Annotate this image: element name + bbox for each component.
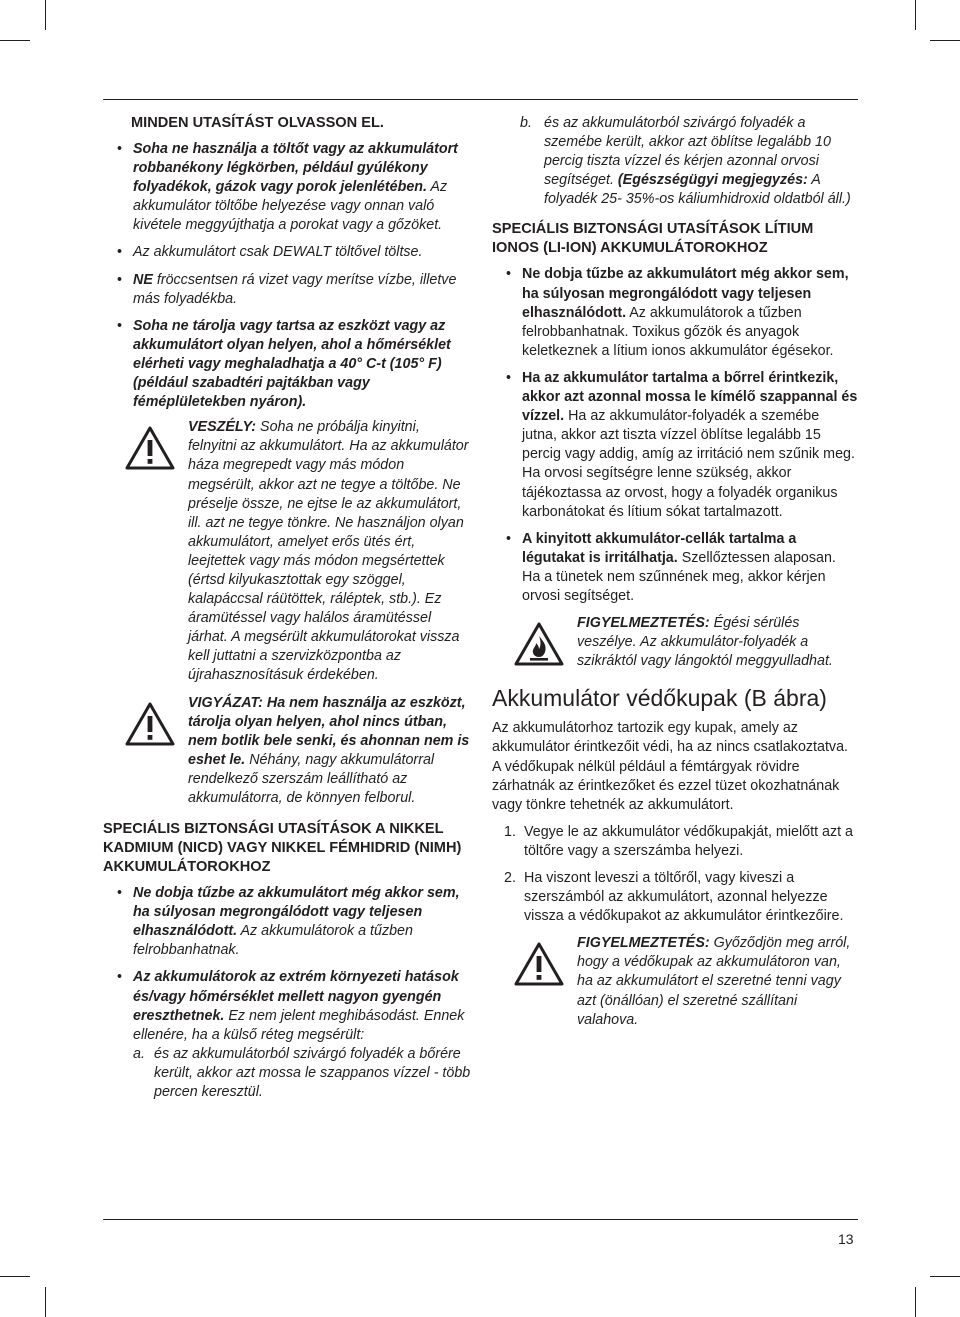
step-number: 2. xyxy=(504,870,516,886)
item-text: fröccsentsen rá vizet vagy merítse vízbe, illetve más folyadékba. xyxy=(133,271,457,307)
bold-text: Soha ne tárolja vagy tartsa az eszközt vagy az akkumulátort olyan helyen, ahol a hőmérséklet elérheti vagy meghaladhatja a 40° C-t (105° F) (például szabadtéri pajtákban vagy féméplületekben nyáron). xyxy=(133,317,451,411)
item-text: Az akkumulátort csak DEWALT töltővel töltse. xyxy=(133,244,423,261)
warning-label: FIGYELMEZTETÉS: xyxy=(577,935,710,952)
step-text: Ha viszont leveszi a töltőről, vagy kiveszi a szerszámból az akkumulátort, azonnal helyezze vissza a védőkupakot az akkumulátor érintkezőire. xyxy=(524,870,844,925)
caution-text: Néhány, nagy akkumulátorral rendelkező szerszám leállítható az akkumulátorra, de könnyen felborul. xyxy=(188,751,435,806)
sub-letter: a. xyxy=(133,1045,145,1062)
danger-notice xyxy=(103,418,471,685)
bold-text: Soha ne használja a töltőt vagy az akkumulátort robbanékony légkörben, például gyúlékony folyadékok, gázok vagy porok jelenlétében. xyxy=(133,141,458,196)
item-text: Ez nem jelent meghibásodást. Ennek ellenére, ha a külső réteg megsérült: xyxy=(133,1007,465,1043)
list-item xyxy=(492,530,858,606)
item-text: Az akkumulátor töltőbe helyezése vagy onnan való kivétele meggyújthatja a porokat vagy a gőzöket. xyxy=(133,179,448,234)
bullet-icon: • xyxy=(117,141,123,157)
item-text: Ha az akkumulátor-folyadék a szemébe jutna, akkor azt tiszta vízzel öblítse legalább 15 percig vagy addig, amíg az irritáció nem szűnik meg. Ha orvosi segítségre lenne szükség, akkor tájékoztassa az orvost, hogy a folyadék organikus karbonátokat és lítium sókat tartalmazott. xyxy=(522,408,855,520)
step-item xyxy=(492,823,858,861)
sub-text: és az akkumulátorból szivárgó folyadék a bőrére került, akkor azt mossa le szappanos vízzel - több percen keresztül. xyxy=(154,1045,471,1101)
bullet-icon: • xyxy=(117,885,123,902)
step-item xyxy=(492,869,858,926)
warning-text: Égési sérülés veszélye. Az akkumulátor-folyadék a szikráktól vagy lángoktól meggyulladhat. xyxy=(577,615,833,670)
page-number: 13 xyxy=(838,1231,854,1247)
crop-mark xyxy=(930,1276,960,1277)
item-text: Az akkumulátorok a tűzben felrobbanhatnak. xyxy=(133,923,413,959)
list-item xyxy=(103,317,471,412)
bullet-icon: • xyxy=(117,244,123,261)
danger-label: VESZÉLY: xyxy=(188,419,257,436)
list-item xyxy=(103,968,471,1044)
right-column xyxy=(492,114,858,1038)
warning-label: FIGYELMEZTETÉS: xyxy=(577,615,710,632)
bullet-icon: • xyxy=(506,266,512,283)
bold-text: Ne dobja tűzbe az akkumulátort még akkor sem, ha súlyosan megrongálódott vagy teljesen elhasználódott. xyxy=(522,266,849,321)
bold-text: Ha az akkumulátor tartalma a bőrrel érintkezik, akkor azt azonnal mossa le kímélő szappannal és vízzel. xyxy=(522,369,858,425)
sub-item-b xyxy=(492,114,858,209)
danger-text: Soha ne próbálja kinyitni, felnyitni az akkumulátort. Ha az akkumulátor háza megrepedt vagy más módon megsérült, akkor azt ne tegye a töltőbe. Ne préselje össze, ne ejtse le az akkumulátort, ill. azt ne tegye tönkre. Ne használjon olyan akkumulátort, amelyet erős ütés ért, leejtettek vagy más módon megsértettek (értsd kilyukasztottak egy szöggel, kalapáccsal ráütöttek, ráléptek, stb.). Ez áramütéssel vagy halálos áramütéssel járhat. A megsérült akkumulátorokat vissza kell juttatni a szervizközpontba az újrahasznosításuk érdekében. xyxy=(188,419,469,684)
sub-text: és az akkumulátorból szivárgó folyadék a szemébe került, akkor azt öblítse legalább 10 percig tiszta vízzel és kérjen azonnal orvosi segítséget. xyxy=(544,115,831,189)
steps-list xyxy=(492,823,858,926)
caution-bold: Ha nem használja az eszközt, tárolja olyan helyen, ahol nincs útban, nem botlik bele senki, és ahonnan nem is eshet le. xyxy=(188,694,470,768)
sub-letter: b. xyxy=(520,115,532,131)
sub-bold: (Egészségügyi megjegyzés: xyxy=(613,172,808,189)
list-item xyxy=(103,140,471,235)
section-title: Akkumulátor védőkupak (B ábra) xyxy=(492,685,827,712)
crop-mark xyxy=(915,1287,916,1317)
bold-text: NE xyxy=(133,271,153,288)
item-text: Szellőztessen alaposan. Ha a tünetek nem szűnnének meg, akkor kérjen orvosi segítséget. xyxy=(522,549,836,604)
header-rule xyxy=(103,99,858,100)
crop-mark xyxy=(45,0,46,30)
sub-text: A folyadék 25- 35%-os káliumhidroxid oldatból áll.) xyxy=(544,172,851,208)
bullet-icon: • xyxy=(506,369,512,386)
item-text: Az akkumulátorok a tűzben felrobbanhatnak. Toxikus gőzök és anyagok keletkeznek a lítium ionos akkumulátor égésekor. xyxy=(522,304,834,359)
sub-item-a xyxy=(103,1045,471,1102)
crop-mark xyxy=(45,1287,46,1317)
warning-triangle-icon xyxy=(125,702,175,746)
bold-text: A kinyitott akkumulátor-cellák tartalma a légutakat is irritálhatja. xyxy=(522,530,797,566)
crop-mark xyxy=(0,40,30,41)
crop-mark xyxy=(0,1276,30,1277)
crop-mark xyxy=(915,0,916,30)
bullet-icon: • xyxy=(117,271,123,288)
warning-text: Győződjön meg arról, hogy a védőkupak az akkumulátoron van, ha az akkumulátort el szeretné tenni vagy azt (önállóan) el szeretné szállítani valahova. xyxy=(577,935,851,1028)
bold-text: Az akkumulátorok az extrém környezeti hatások és/vagy hőmérséklet mellett nagyon gyengén ereszthetnek. xyxy=(133,969,459,1024)
li-ion-list xyxy=(492,265,858,606)
safety-list xyxy=(103,140,471,412)
list-item xyxy=(103,243,471,262)
bullet-icon: • xyxy=(506,530,512,547)
section-heading: SPECIÁLIS BIZTONSÁGI UTASÍTÁSOK LÍTIUM IONOS (LI-ION) AKKUMULÁTOROKHOZ xyxy=(492,221,814,257)
footer-rule xyxy=(103,1219,858,1220)
warning-triangle-icon xyxy=(514,942,564,986)
nicd-list xyxy=(103,884,471,1045)
caution-notice xyxy=(103,694,471,809)
fire-warning-notice xyxy=(492,614,858,671)
step-number: 1. xyxy=(504,823,516,840)
bold-text: Ne dobja tűzbe az akkumulátort még akkor sem, ha súlyosan megrongálódott vagy teljesen elhasználódott. xyxy=(133,885,460,940)
bullet-icon: • xyxy=(117,969,123,986)
bullet-icon: • xyxy=(117,317,123,334)
warning-triangle-icon xyxy=(125,426,175,470)
list-item xyxy=(103,884,471,960)
intro-paragraph: Az akkumulátorhoz tartozik egy kupak, amely az akkumulátor érintkezőit védi, ha az nincs csatlakoztatva. A védőkupak nélkül például a fémtárgyak rövidre zárhatnák az érintkezőket és ezzel tüzet okozhatnának vagy tönkre tehetnék az akkumulátort. xyxy=(492,720,849,813)
fire-hazard-icon xyxy=(514,622,564,666)
left-column xyxy=(103,114,471,1102)
section-heading: SPECIÁLIS BIZTONSÁGI UTASÍTÁSOK A NIKKEL KADMIUM (NICD) VAGY NIKKEL FÉMHIDRID (NIMH) AKKUMULÁTOROKHOZ xyxy=(103,821,462,876)
crop-mark xyxy=(930,40,960,41)
step-text: Vegye le az akkumulátor védőkupakját, mielőtt azt a töltőre vagy a szerszámba helyezi. xyxy=(524,823,854,859)
list-item xyxy=(103,271,471,309)
list-item xyxy=(492,265,858,360)
caution-label: VIGYÁZAT: xyxy=(188,694,263,711)
section-heading: MINDEN UTASÍTÁST OLVASSON EL. xyxy=(131,115,384,131)
list-item xyxy=(492,369,858,522)
cap-warning-notice xyxy=(492,934,858,1029)
